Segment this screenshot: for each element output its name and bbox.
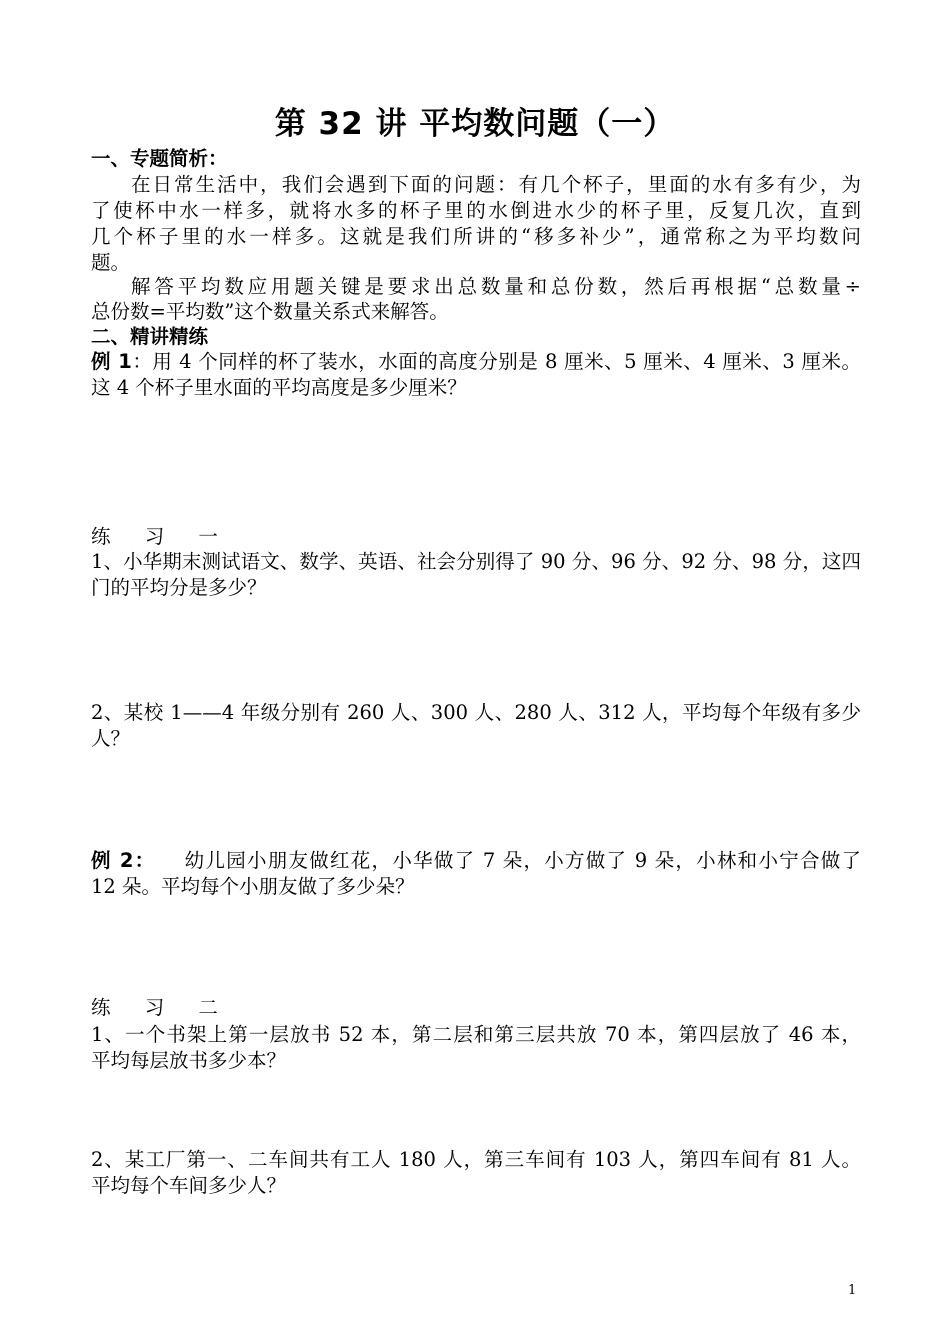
- paragraph-line: 几个杯子里的水一样多。这就是我们所讲的“移多补少”，通常称之为平均数问: [91, 225, 861, 248]
- paragraph-line: 题。: [91, 251, 131, 274]
- question-line: 平均每层放书多少本？: [91, 1049, 287, 1072]
- example-1-line: 这 4 个杯子里水面的平均高度是多少厘米？: [91, 376, 467, 399]
- page-number: 1: [848, 1283, 857, 1298]
- example-2-line: 12 朵。平均每个小朋友做了多少朵？: [91, 875, 415, 898]
- paragraph-line: 在日常生活中，我们会遇到下面的问题：有几个杯子，里面的水有多有少，为: [131, 173, 861, 196]
- question-line: 人？: [91, 727, 131, 750]
- page-title: 第 32 讲 平均数问题（一）: [274, 106, 676, 142]
- paragraph-line: 了使杯中水一样多，就将水多的杯子里的水倒进水少的杯子里，反复几次，直到: [91, 199, 861, 222]
- paragraph-line: 总份数=平均数”这个数量关系式来解答。: [91, 300, 449, 323]
- question-line: 2、某工厂第一、二车间共有工人 180 人，第三车间有 103 人，第四车间有 81 人。: [91, 1148, 861, 1171]
- question-line: 2、某校 1——4 年级分别有 260 人、300 人、280 人、312 人，平均每个年级有多少: [91, 701, 861, 724]
- example-2-line: 例 2： 幼儿园小朋友做红花，小华做了 7 朵，小方做了 9 朵，小林和小宁合做了: [91, 849, 862, 872]
- question-line: 门的平均分是多少？: [91, 576, 267, 599]
- question-line: 平均每个车间多少人？: [91, 1174, 287, 1197]
- example-1-line: 例 1：用 4 个同样的杯了装水，水面的高度分别是 8 厘米、5 厘米、4 厘米、3 厘米。: [91, 350, 861, 373]
- practice-heading: 练 习 一: [91, 525, 232, 548]
- section-heading-analysis: 一、专题简析：: [91, 147, 228, 170]
- question-line: 1、一个书架上第一层放书 52 本，第二层和第三层共放 70 本，第四层放了 46 本，: [91, 1023, 861, 1046]
- practice-heading: 练 习 二: [91, 996, 232, 1019]
- example-label: 例 2：: [91, 849, 156, 872]
- section-heading-practice: 二、精讲精练: [91, 325, 209, 348]
- example-label: 例 1: [91, 350, 132, 373]
- question-line: 1、小华期末测试语文、数学、英语、社会分别得了 90 分、96 分、92 分、98 分，这四: [91, 550, 861, 573]
- paragraph-line: 解答平均数应用题关键是要求出总数量和总份数，然后再根据“总数量÷: [131, 275, 861, 298]
